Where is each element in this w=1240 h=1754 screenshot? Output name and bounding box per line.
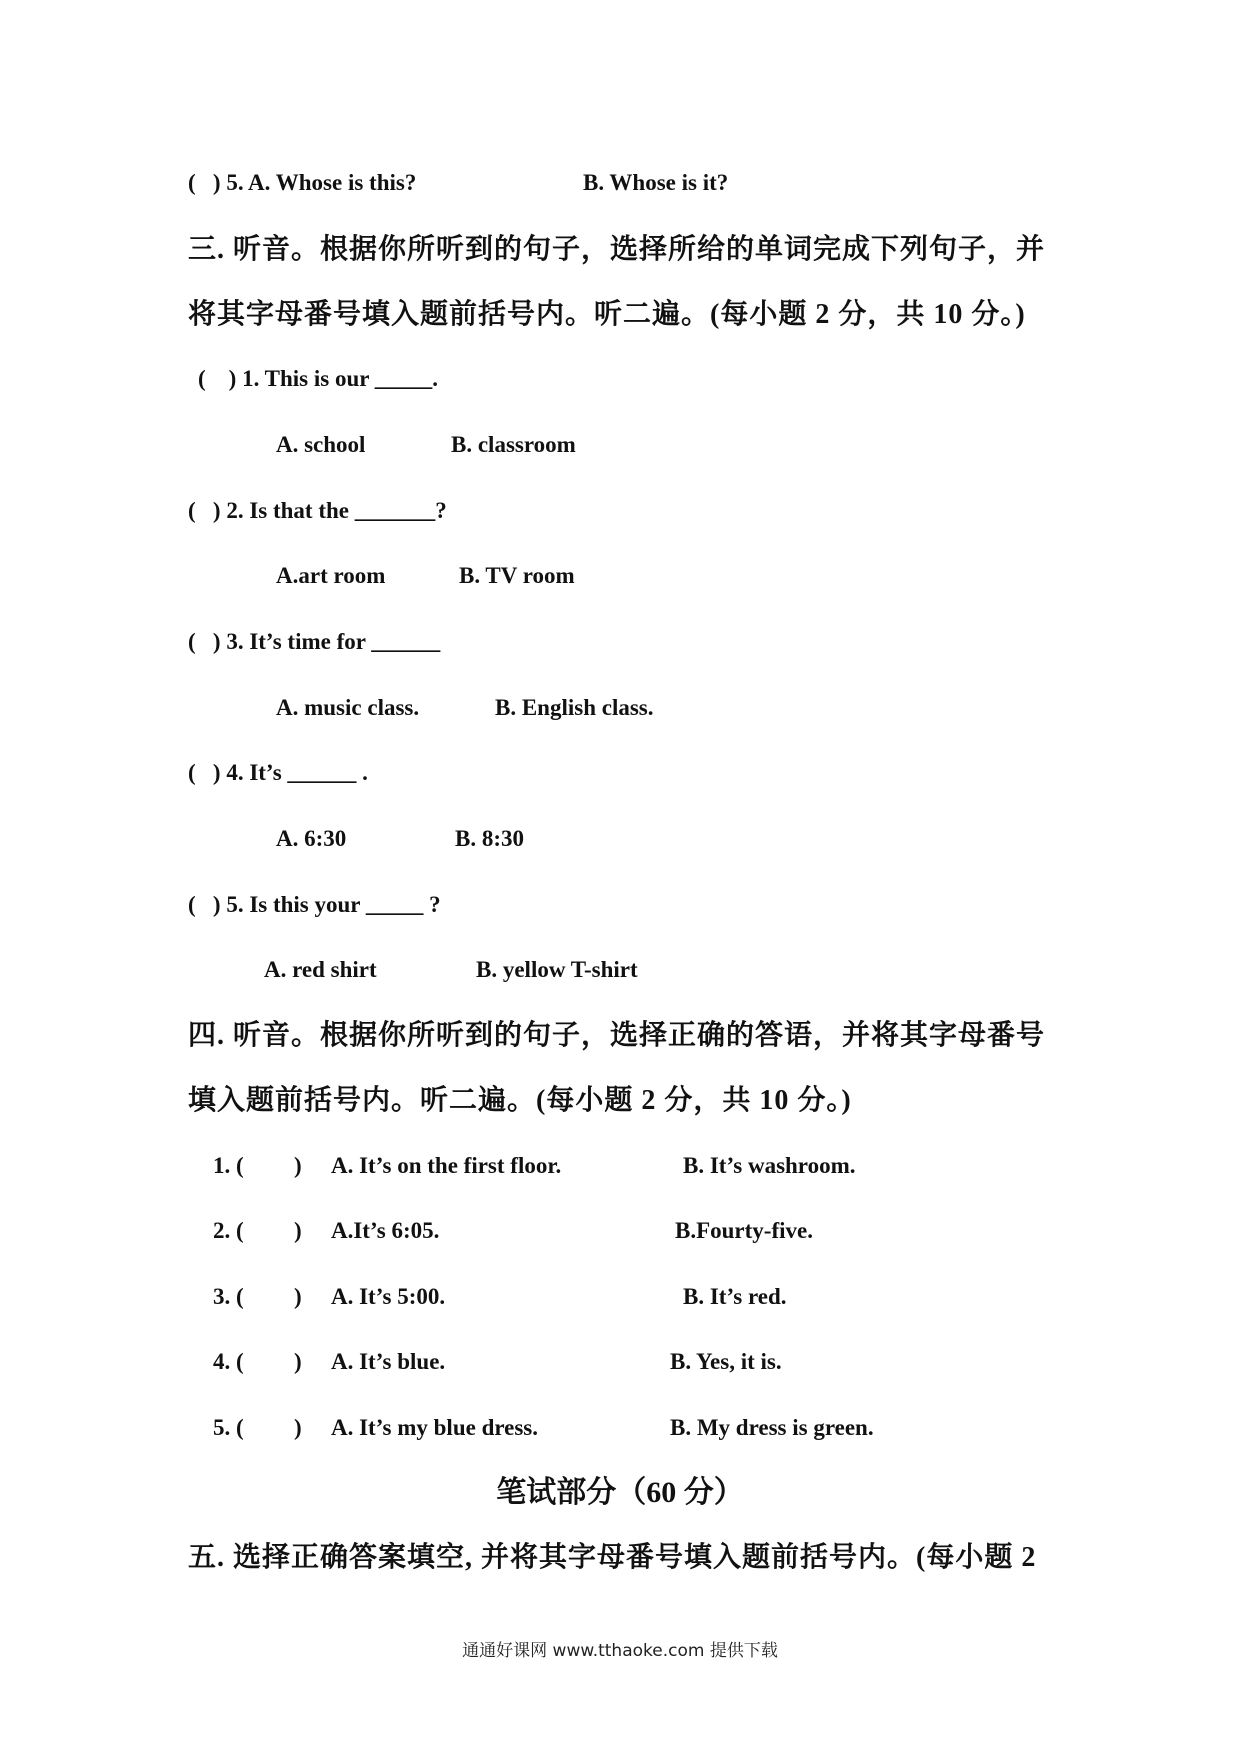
- s4-item-2-option-a: A.It’s 6:05.: [331, 1218, 440, 1243]
- s4-item-4-close-paren: ): [294, 1349, 302, 1374]
- section5-heading-line1: 五. 选择正确答案填空, 并将其字母番号填入题前括号内。(每小题 2: [188, 1542, 1037, 1573]
- s3-item-4-stem: ( ) 4. It’s ______ .: [188, 760, 368, 785]
- s3-item-1-option-b: B. classroom: [451, 432, 576, 457]
- s3-item-1-stem: ( ) 1. This is our _____.: [198, 366, 439, 391]
- s3-item-5-stem: ( ) 5. Is this your _____ ?: [188, 892, 441, 917]
- section3-heading-line1: 三. 听音。根据你所听到的句子，选择所给的单词完成下列句子，并: [188, 234, 1046, 265]
- s4-item-4-option-b: B. Yes, it is.: [670, 1349, 782, 1374]
- written-part-title: 笔试部分（60 分）: [496, 1476, 744, 1509]
- s3-item-2-stem: ( ) 2. Is that the _______?: [188, 498, 447, 523]
- s3-item-4-option-a: A. 6:30: [276, 826, 347, 851]
- s4-item-3-option-b: B. It’s red.: [683, 1284, 787, 1309]
- s3-item-4-option-b: B. 8:30: [455, 826, 524, 851]
- question-5-stem: ( ) 5. A. Whose is this?: [188, 170, 417, 195]
- s4-item-2-close-paren: ): [294, 1218, 302, 1243]
- s4-item-1-number: 1. (: [213, 1153, 244, 1178]
- s4-item-3-option-a: A. It’s 5:00.: [331, 1284, 446, 1309]
- s4-item-1-close-paren: ): [294, 1153, 302, 1178]
- s3-item-2-option-a: A.art room: [276, 563, 386, 588]
- s4-item-3-number: 3. (: [213, 1284, 244, 1309]
- s3-item-3-option-b: B. English class.: [495, 695, 654, 720]
- s3-item-5-option-b: B. yellow T-shirt: [476, 957, 638, 982]
- section4-heading-line2: 填入题前括号内。听二遍。(每小题 2 分，共 10 分。): [188, 1085, 852, 1116]
- s4-item-5-number: 5. (: [213, 1415, 244, 1440]
- s4-item-2-option-b: B.Fourty-five.: [675, 1218, 813, 1243]
- s4-item-5-close-paren: ): [294, 1415, 302, 1440]
- s4-item-5-option-a: A. It’s my blue dress.: [331, 1415, 539, 1440]
- s4-item-3-close-paren: ): [294, 1284, 302, 1309]
- section3-heading-line2: 将其字母番号填入题前括号内。听二遍。(每小题 2 分，共 10 分。): [188, 299, 1026, 330]
- s4-item-4-option-a: A. It’s blue.: [331, 1349, 446, 1374]
- s3-item-3-stem: ( ) 3. It’s time for ______: [188, 629, 441, 654]
- s4-item-4-number: 4. (: [213, 1349, 244, 1374]
- s3-item-3-option-a: A. music class.: [276, 695, 420, 720]
- s4-item-5-option-b: B. My dress is green.: [670, 1415, 874, 1440]
- s3-item-5-option-a: A. red shirt: [264, 957, 377, 982]
- s4-item-2-number: 2. (: [213, 1218, 244, 1243]
- s3-item-1-option-a: A. school: [276, 432, 366, 457]
- s4-item-1-option-a: A. It’s on the first floor.: [331, 1153, 562, 1178]
- s3-item-2-option-b: B. TV room: [459, 563, 575, 588]
- question-5-option-b: B. Whose is it?: [583, 170, 729, 195]
- section4-heading-line1: 四. 听音。根据你所听到的句子，选择正确的答语，并将其字母番号: [188, 1020, 1046, 1051]
- s4-item-1-option-b: B. It’s washroom.: [683, 1153, 856, 1178]
- footer-source: 通通好课网 www.tthaoke.com 提供下载: [462, 1641, 778, 1661]
